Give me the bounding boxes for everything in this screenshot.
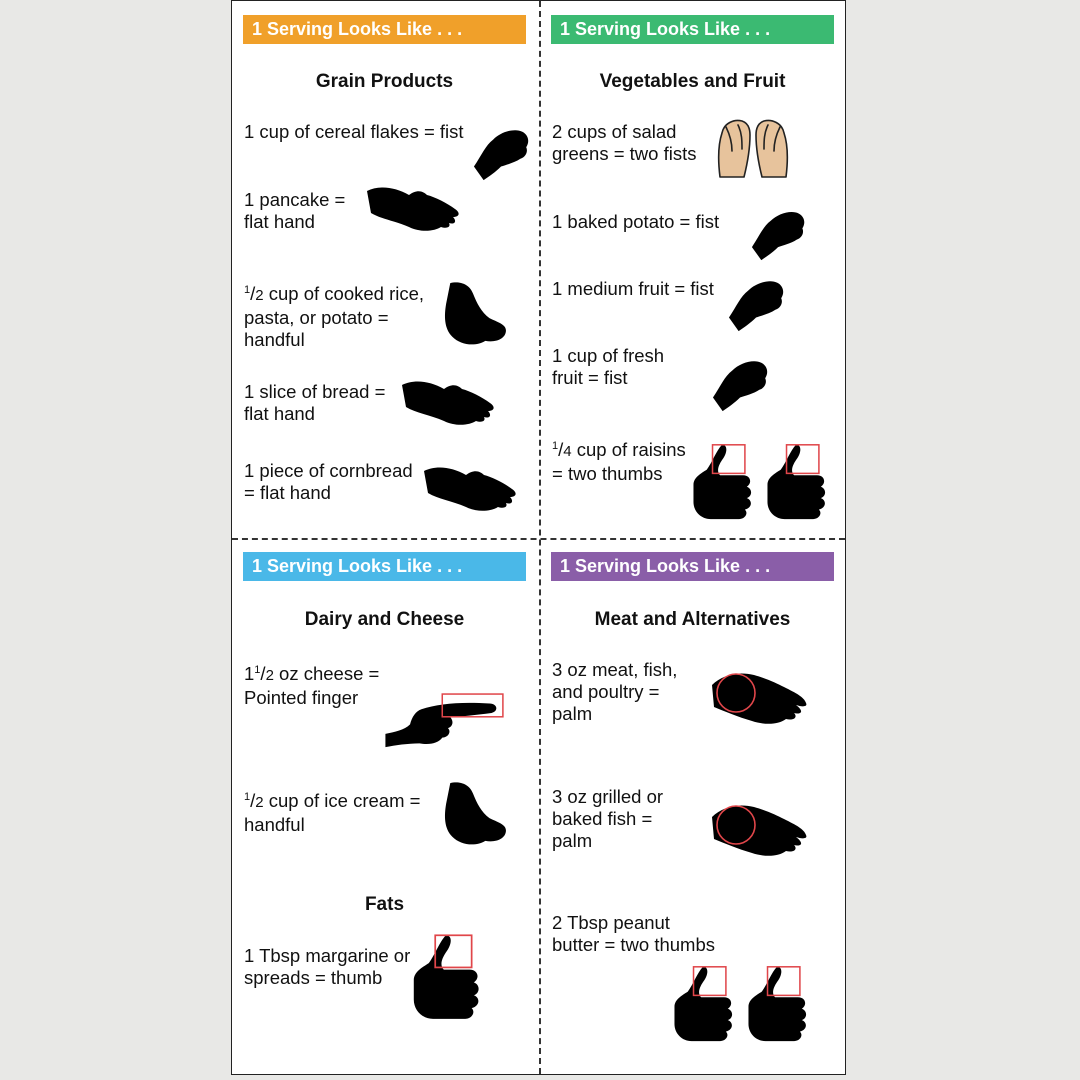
fats-title: Fats xyxy=(364,894,405,915)
veg-item-2-text: 1 baked potato = fist xyxy=(552,211,720,232)
meat-item-2-text: 3 oz grilled or baked fish = palm xyxy=(552,786,664,851)
fist-icon xyxy=(472,123,532,183)
grain-banner: 1 Serving Looks Like . . . xyxy=(243,15,526,44)
veg-item-4-text: 1 cup of fresh fruit = fist xyxy=(552,345,665,388)
fats-item-1-text: 1 Tbsp margarine or spreads = thumb xyxy=(244,945,411,988)
pointed-finger-icon xyxy=(382,677,512,749)
dairy-banner: 1 Serving Looks Like . . . xyxy=(243,552,526,581)
thumb-icon xyxy=(672,963,736,1043)
thumb-icon xyxy=(764,441,830,521)
fist-icon xyxy=(710,355,772,413)
grain-item-3-text: $^1$/2 cup of cooked rice, pasta, or potato = handful xyxy=(244,283,425,351)
grain-item-5-text: 1 piece of cornbread = flat hand xyxy=(244,460,413,503)
veg-item-3-text: 1 medium fruit = fist xyxy=(552,278,714,299)
flat-hand-icon xyxy=(365,181,461,237)
grain-title: Grain Products xyxy=(315,71,454,92)
meat-title: Meat and Alternatives xyxy=(594,609,791,630)
dairy-item-2-text: $^1$/2 cup of ice cream = handful xyxy=(244,790,421,836)
veg-banner: 1 Serving Looks Like . . . xyxy=(551,15,834,44)
thumb-icon xyxy=(410,931,484,1021)
dairy-title: Dairy and Cheese xyxy=(304,609,465,630)
flat-hand-icon xyxy=(422,461,518,517)
palm-icon xyxy=(712,799,808,857)
meat-item-3-text: 2 Tbsp peanut butter = two thumbs xyxy=(552,912,715,955)
fist-icon xyxy=(726,275,788,333)
handful-icon xyxy=(442,781,508,847)
meat-banner: 1 Serving Looks Like . . . xyxy=(551,552,834,581)
flat-hand-icon xyxy=(400,375,496,431)
two-fists-icon xyxy=(716,117,790,179)
veg-title: Vegetables and Fruit xyxy=(599,71,786,92)
thumb-icon xyxy=(690,441,756,521)
fist-icon xyxy=(750,206,808,262)
grain-item-1-text: 1 cup of cereal flakes = fist xyxy=(244,121,464,142)
veg-item-1-text: 2 cups of salad greens = two fists xyxy=(552,121,697,164)
thumb-icon xyxy=(746,963,810,1043)
serving-size-card xyxy=(231,0,846,1075)
grain-item-2-text: 1 pancake = flat hand xyxy=(244,189,346,232)
horizontal-divider xyxy=(232,538,845,540)
palm-icon xyxy=(712,667,808,725)
grain-item-4-text: 1 slice of bread = flat hand xyxy=(244,381,386,424)
veg-item-5-text: $^1$/4 cup of raisins = two thumbs xyxy=(552,439,686,485)
handful-icon xyxy=(442,281,508,347)
dairy-item-1-text: $1^1/2$ oz cheese = Pointed finger xyxy=(244,663,380,709)
meat-item-1-text: 3 oz meat, fish, and poultry = palm xyxy=(552,659,678,724)
